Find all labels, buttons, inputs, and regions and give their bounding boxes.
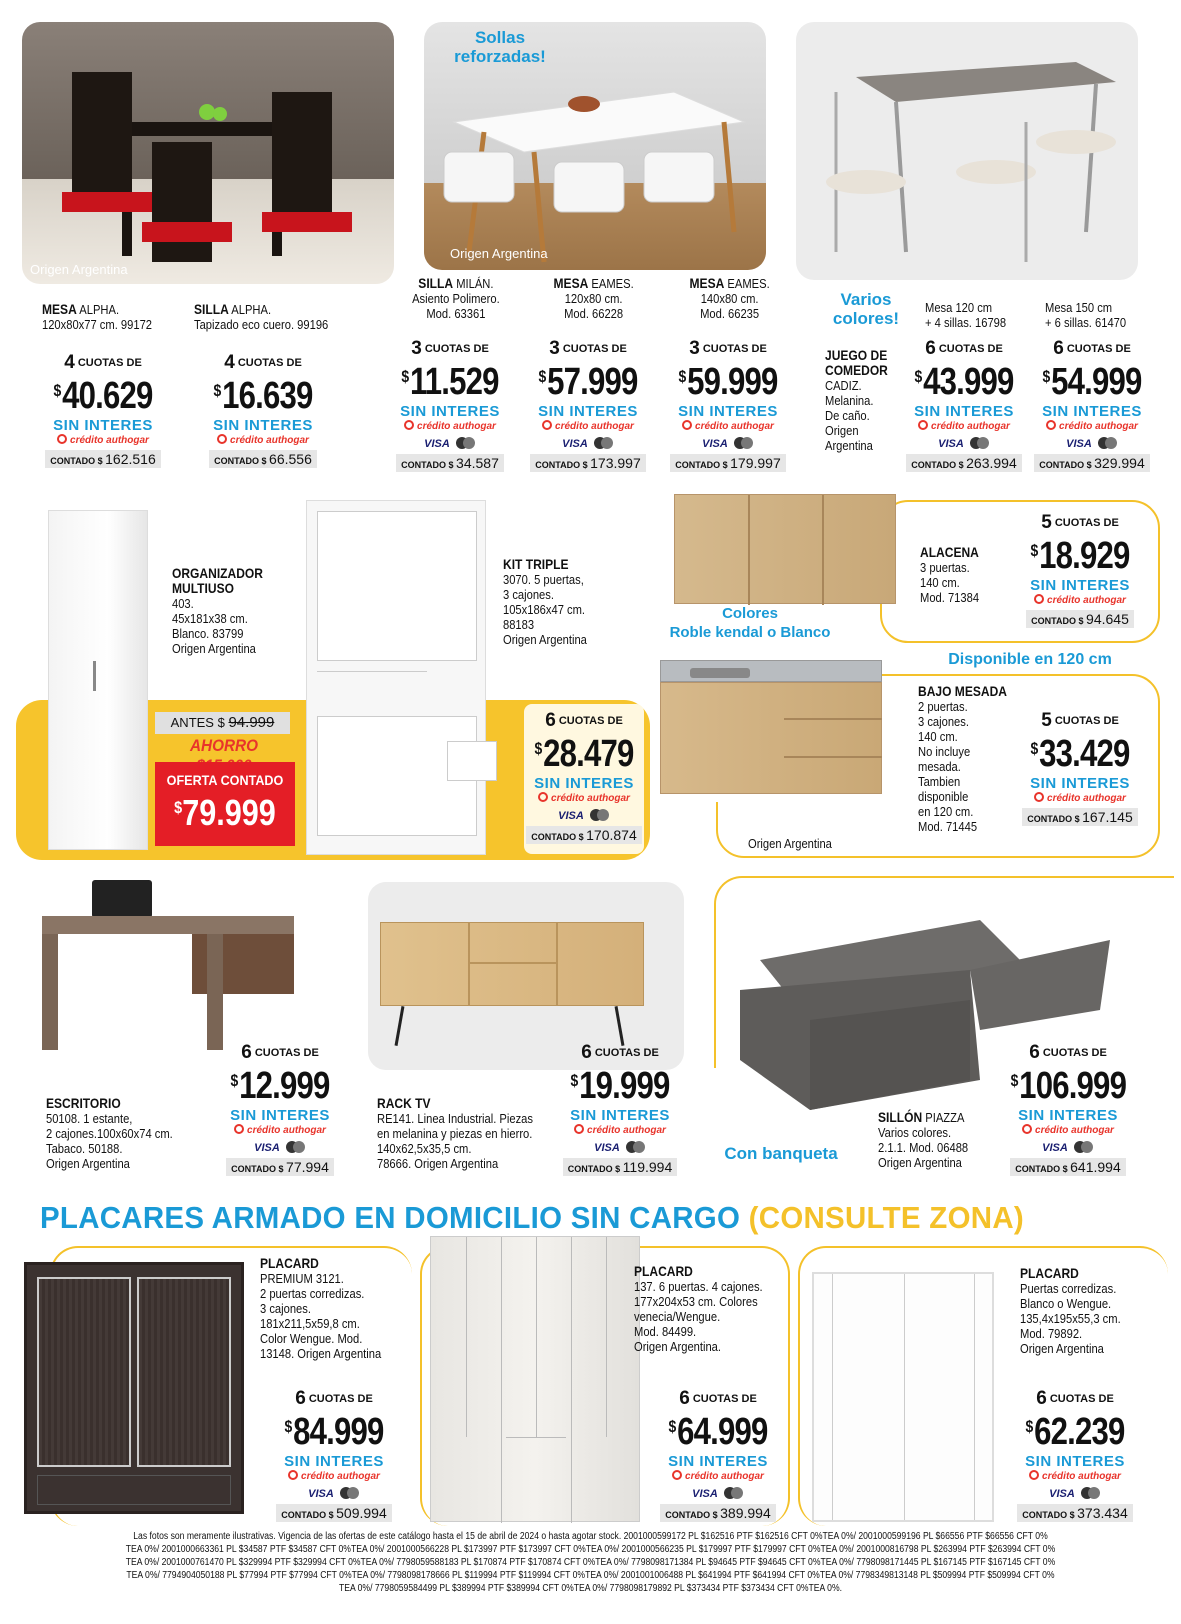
desc-juego-120: Mesa 120 cm + 4 sillas. 16798 bbox=[925, 300, 1007, 330]
price-placard-1: 6 CUOTAS DE $84.999 SIN INTERES crédito authogar VISA CONTADO $ 509.994 bbox=[264, 1390, 404, 1523]
photo-juego-comedor bbox=[796, 22, 1138, 280]
visa-logo-icon: VISA bbox=[1066, 438, 1092, 450]
alacena-image bbox=[674, 494, 896, 604]
price-silla-alpha: 4 CUOTAS DE $16.639 SIN INTERES crédito authogar CONTADO $ 66.556 bbox=[193, 354, 333, 469]
credito-pin-icon bbox=[1022, 1124, 1032, 1134]
desc-organizador: ORGANIZADOR MULTIUSO 403. 45x181x38 cm. Blanco. 83799 Origen Argentina bbox=[172, 565, 263, 656]
visa-logo-icon: VISA bbox=[702, 438, 728, 450]
credito-pin-icon bbox=[542, 420, 552, 430]
credito-pin-icon bbox=[672, 1470, 682, 1480]
mastercard-logo-icon bbox=[456, 437, 476, 449]
desc-rack-tv: RACK TV RE141. Linea Industrial. Piezas en melanina y piezas en hierro. 140x62,5x35,5 cm. 78666. Origen Argentina bbox=[377, 1095, 533, 1171]
credito-pin-icon bbox=[918, 420, 928, 430]
badge-sollas-reforzadas: Sollas reforzadas! bbox=[454, 28, 546, 66]
origin-bajo-mesada: Origen Argentina bbox=[748, 836, 832, 851]
price-mesa-eames-1: 3 CUOTAS DE $57.999 SIN INTERES crédito authogar VISA CONTADO $ 173.997 bbox=[518, 340, 658, 473]
price-placard-2: 6 CUOTAS DE $64.999 SIN INTERES crédito authogar VISA CONTADO $ 389.994 bbox=[648, 1390, 788, 1523]
visa-logo-icon: VISA bbox=[308, 1488, 334, 1500]
visa-logo-icon: VISA bbox=[254, 1142, 280, 1154]
desc-mesa-eames-2: MESA EAMES. 140x80 cm. Mod. 66235 bbox=[689, 275, 770, 321]
badge-con-banqueta: Con banqueta bbox=[724, 1144, 838, 1163]
visa-logo-icon: VISA bbox=[562, 438, 588, 450]
legal-footer: Las fotos son meramente ilustrativas. Vigencia de las ofertas de este catálogo hasta el 15 de abril de 2024 o hasta agotar stock. 2001000599172 PL $162516 PTF $162516 CFT 0%TEA 0%/ 2001000599196 PL $66556 PTF $66556 CFT 0% TEA 0%/ 2001000663361 PL $34587 PTF $34587 CFT 0%TEA 0%/ 2001000566228 PL $173997 PTF $173997 CFT 0%TEA 0%/ 2001000566235 PL $179997 PTF $179997 CFT 0%TEA 0%/ 2001000816798 PL $263994 PTF $263994 CFT 0% TEA 0%/ 2001000761470 PL $329994 PTF $329994 CFT 0%TEA 0%/ 7798059588183 PL $170874 PTF $170874 CFT 0%TEA 0%/ 7798098171384 PL $94645 PTF $94645 CFT 0%TEA 0%/ 7798098171445 PL $167145 PTF $167145 CFT 0% TEA 0%/ 7794904050188 PL $77994 PTF $77994 CFT 0%TEA 0%/ 7798098178666 PL $119994 PTF $119994 CFT 0%TEA 0%/ 2001001006488 PL $641994 PTF $641994 CFT 0%TEA 0%/ 7798349813148 PL $509994 PTF $509994 CFT 0% TEA 0%/ 7798059584499 PL $389994 PTF $389994 CFT 0%TEA 0%/ 7798098179892 PL $373434 PTF $373434 CFT 0%TEA 0%. bbox=[125, 1531, 1056, 1594]
desc-juego-150: Mesa 150 cm + 6 sillas. 61470 bbox=[1045, 300, 1127, 330]
desc-juego-comedor: JUEGO DE COMEDOR CADIZ. Melanina. De caño. Origen Argentina bbox=[825, 347, 888, 453]
desc-sillon: SILLÓN PIAZZA Varios colores. 2.1.1. Mod. 06488 Origen Argentina bbox=[878, 1109, 969, 1170]
price-alacena: 5 CUOTAS DE $18.929 SIN INTERES crédito authogar CONTADO $ 94.645 bbox=[1010, 514, 1150, 629]
cadiz-dining-set-illustration bbox=[796, 22, 1138, 280]
price-kit-triple: 6 CUOTAS DE $28.479 SIN INTERES crédito authogar VISA CONTADO $ 170.874 bbox=[514, 712, 654, 845]
oferta-contado-box: OFERTA CONTADO $79.999 bbox=[155, 762, 295, 846]
price-escritorio: 6 CUOTAS DE $12.999 SIN INTERES crédito authogar VISA CONTADO $ 77.994 bbox=[210, 1044, 350, 1177]
mastercard-logo-icon bbox=[1074, 1141, 1094, 1153]
credito-pin-icon bbox=[217, 434, 227, 444]
desc-alacena: ALACENA 3 puertas. 140 cm. Mod. 71384 bbox=[920, 544, 980, 605]
mastercard-logo-icon bbox=[1081, 1487, 1101, 1499]
desc-escritorio: ESCRITORIO 50108. 1 estante, 2 cajones.100x60x74 cm. Tabaco. 50188. Origen Argentina bbox=[46, 1095, 173, 1171]
price-sillon: 6 CUOTAS DE $106.999 SIN INTERES crédito authogar VISA CONTADO $ 641.994 bbox=[1010, 1042, 1127, 1175]
badge-varios-colores: Varios colores! bbox=[832, 290, 900, 328]
credito-pin-icon bbox=[1046, 420, 1056, 430]
escritorio-image bbox=[42, 880, 294, 1050]
badge-colores: Colores Roble kendal o Blanco bbox=[669, 605, 831, 641]
credito-pin-icon bbox=[1034, 792, 1044, 802]
credito-pin-icon bbox=[574, 1124, 584, 1134]
origin-label: Origen Argentina bbox=[450, 246, 548, 261]
mastercard-logo-icon bbox=[1098, 437, 1118, 449]
mastercard-logo-icon bbox=[724, 1487, 744, 1499]
visa-logo-icon: VISA bbox=[558, 810, 584, 822]
desc-kit-triple: KIT TRIPLE 3070. 5 puertas, 3 cajones. 105x186x47 cm. 88183 Origen Argentina bbox=[503, 556, 587, 647]
price-juego-150: 6 CUOTAS DE $54.999 SIN INTERES crédito authogar VISA CONTADO $ 329.994 bbox=[1022, 340, 1162, 473]
price-juego-120: 6 CUOTAS DE $43.999 SIN INTERES crédito authogar VISA CONTADO $ 263.994 bbox=[894, 340, 1034, 473]
credito-pin-icon bbox=[234, 1124, 244, 1134]
desc-silla-milan: SILLA MILÁN. Asiento Polimero. Mod. 63361 bbox=[412, 275, 500, 321]
antes-box: ANTES $ 94.999 bbox=[155, 712, 290, 734]
organizador-image bbox=[48, 510, 148, 850]
mastercard-logo-icon bbox=[626, 1141, 646, 1153]
desc-placard-1: PLACARD PREMIUM 3121. 2 puertas corredizas. 3 cajones. 181x211,5x59,8 cm. Color Wengue. Mod. 13148. Origen Argentina bbox=[260, 1255, 382, 1361]
mastercard-logo-icon bbox=[590, 809, 610, 821]
price-placard-3: 6 CUOTAS DE $62.239 SIN INTERES crédito authogar VISA CONTADO $ 373.434 bbox=[1005, 1390, 1145, 1523]
credito-pin-icon bbox=[1029, 1470, 1039, 1480]
visa-logo-icon: VISA bbox=[594, 1142, 620, 1154]
desc-placard-2: PLACARD 137. 6 puertas. 4 cajones. 177x204x53 cm. Colores venecia/Wengue. Mod. 84499. Origen Argentina. bbox=[634, 1263, 763, 1354]
ahorro-label: AHORRO bbox=[189, 736, 259, 755]
price-silla-milan: 3 CUOTAS DE $11.529 SIN INTERES crédito authogar VISA CONTADO $ 34.587 bbox=[380, 340, 520, 473]
dining-set-dark-illustration bbox=[22, 22, 394, 284]
placard-2-image bbox=[430, 1236, 640, 1522]
visa-logo-icon: VISA bbox=[1049, 1488, 1075, 1500]
credito-pin-icon bbox=[404, 420, 414, 430]
desc-silla-alpha: SILLA ALPHA. Tapizado eco cuero. 99196 bbox=[194, 301, 329, 332]
mastercard-logo-icon bbox=[734, 437, 754, 449]
price-mesa-alpha: 4 CUOTAS DE $40.629 SIN INTERES crédito authogar CONTADO $ 162.516 bbox=[33, 354, 173, 469]
photo-rack-tv bbox=[368, 882, 684, 1070]
placares-heading: PLACARES ARMADO EN DOMICILIO SIN CARGO (CONSULTE ZONA) bbox=[40, 1200, 1024, 1235]
desc-placard-3: PLACARD Puertas corredizas. Blanco o Wengue. 135,4x195x55,3 cm. Mod. 79892. Origen Argentina bbox=[1020, 1265, 1121, 1356]
mastercard-logo-icon bbox=[340, 1487, 360, 1499]
desc-mesa-alpha: MESA ALPHA. 120x80x77 cm. 99172 bbox=[42, 301, 153, 332]
visa-logo-icon: VISA bbox=[1042, 1142, 1068, 1154]
photo-mesa-alpha bbox=[22, 22, 394, 284]
desc-mesa-eames-1: MESA EAMES. 120x80 cm. Mod. 66228 bbox=[553, 275, 634, 321]
credito-pin-icon bbox=[538, 792, 548, 802]
bajo-mesada-image bbox=[660, 660, 882, 802]
mastercard-logo-icon bbox=[970, 437, 990, 449]
credito-pin-icon bbox=[288, 1470, 298, 1480]
credito-pin-icon bbox=[1034, 594, 1044, 604]
visa-logo-icon: VISA bbox=[424, 438, 450, 450]
credito-pin-icon bbox=[682, 420, 692, 430]
mastercard-logo-icon bbox=[594, 437, 614, 449]
visa-logo-icon: VISA bbox=[692, 1488, 718, 1500]
credito-pin-icon bbox=[57, 434, 67, 444]
desc-bajo-mesada: BAJO MESADA 2 puertas. 3 cajones. 140 cm. No incluye mesada. Tambien disponible en 120 cm. Mod. 71445 bbox=[918, 683, 1007, 834]
origin-label: Origen Argentina bbox=[30, 262, 128, 277]
price-mesa-eames-2: 3 CUOTAS DE $59.999 SIN INTERES crédito authogar VISA CONTADO $ 179.997 bbox=[658, 340, 798, 473]
placard-1-image bbox=[24, 1262, 244, 1514]
kit-triple-image bbox=[306, 500, 486, 855]
price-rack-tv: 6 CUOTAS DE $19.999 SIN INTERES crédito authogar VISA CONTADO $ 119.994 bbox=[550, 1044, 690, 1177]
price-bajo-mesada: 5 CUOTAS DE $33.429 SIN INTERES crédito authogar CONTADO $ 167.145 bbox=[1010, 712, 1150, 827]
visa-logo-icon: VISA bbox=[938, 438, 964, 450]
mastercard-logo-icon bbox=[286, 1141, 306, 1153]
badge-disponible-120: Disponible en 120 cm bbox=[948, 651, 1112, 668]
placard-3-image bbox=[812, 1272, 994, 1522]
